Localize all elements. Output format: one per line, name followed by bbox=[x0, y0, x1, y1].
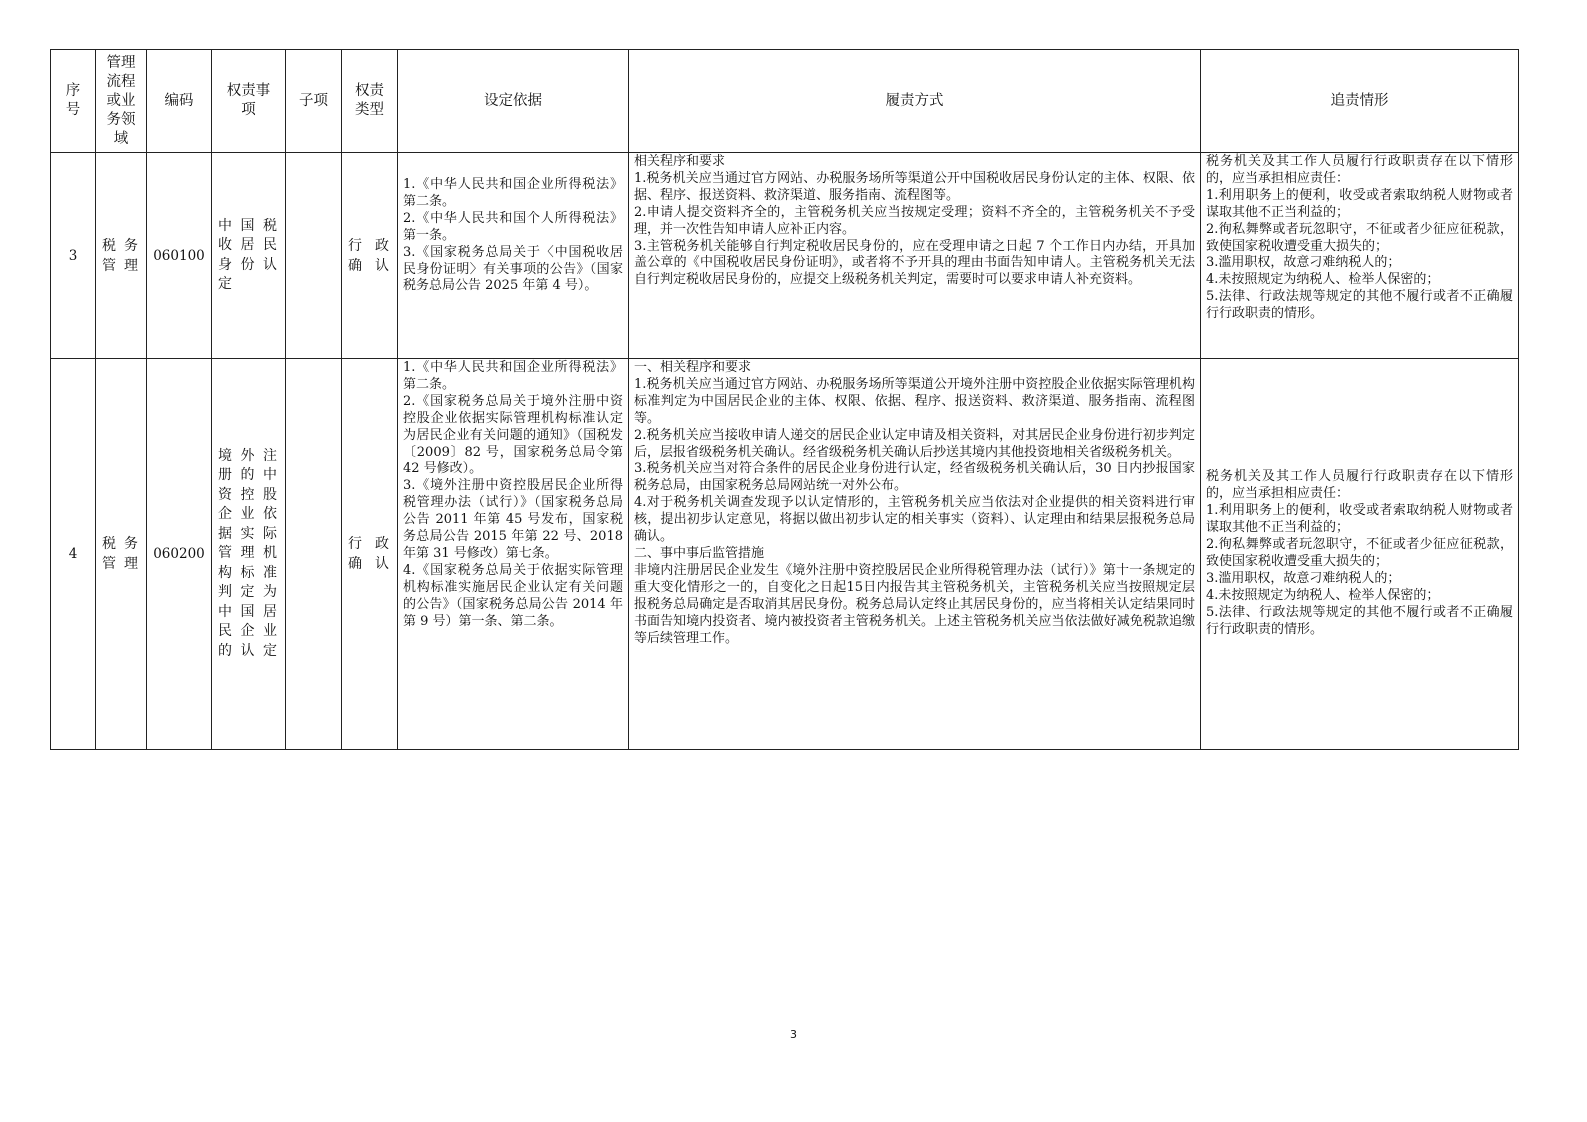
row-duty bbox=[629, 359, 1201, 750]
basis-line: 3.《境外注册中资控股居民企业所得税管理办法（试行）》（国家税务总局公告 2011 年第 45 号发布，国家税务总局公告 2015 年第 22 号、2018 年第 31 号修改）第七条。 bbox=[403, 478, 623, 561]
liability-line: 4.未按照规定为纳税人、检举人保密的； bbox=[1206, 272, 1440, 288]
row-type: 行政确认 bbox=[342, 153, 398, 359]
liability-line: 5.法律、行政法规等规定的其他不履行或者不正确履行行政职责的情形。 bbox=[1206, 289, 1513, 322]
duty-line: 一、相关程序和要求 bbox=[634, 360, 752, 375]
liability-line: 税务机关及其工作人员履行行政职责存在以下情形的，应当承担相应责任： bbox=[1206, 469, 1513, 502]
basis-line: 3.《国家税务总局关于〈中国税收居民身份证明〉有关事项的公告》（国家税务总局公告 2025 年第 4 号）。 bbox=[403, 244, 623, 294]
row-basis bbox=[398, 153, 629, 359]
row-liability bbox=[1201, 153, 1519, 359]
duty-line: 3.主管税务机关能够自行判定税收居民身份的，应在受理申请之日起 7 个工作日内办结，开具加盖公章的《中国税收居民身份证明》，或者将不予开具的理由书面告知申请人。主管税务机关无法自行判定税收居民身份的，应提交上级税务机关判定，需要时可以要求申请人补充资料。 bbox=[634, 238, 1195, 288]
liability-line: 3.滥用职权，故意刁难纳税人的； bbox=[1206, 255, 1401, 271]
basis-line: 1.《中华人民共和国企业所得税法》第二条。 bbox=[403, 360, 623, 392]
table-header-row bbox=[51, 50, 1519, 153]
duty-line: 非境内注册居民企业发生《境外注册中资控股居民企业所得税管理办法（试行）》第十一条规定的重大变化情形之一的，自变化之日起15日内报告其主管税务机关，主管税务机关应当按照规定层报税务总局确定是否取消其居民身份。税务总局认定终止其居民身份的，应当将相关认定结果同时书面告知境内投资者、境内被投资者主管税务机关。上述主管税务机关应当依法做好减免税款追缴等后续管理工作。 bbox=[634, 562, 1195, 646]
row-code: 060100 bbox=[147, 153, 212, 359]
basis-line: 2.《中华人民共和国个人所得税法》第一条。 bbox=[403, 210, 623, 243]
row-index: 4 bbox=[51, 359, 96, 750]
basis-line: 1.《中华人民共和国企业所得税法》第二条。 bbox=[403, 177, 623, 209]
header-index: 序号 bbox=[51, 50, 96, 153]
row-domain: 税务管理 bbox=[96, 359, 147, 750]
row-subitem bbox=[286, 359, 342, 750]
liability-line: 1.利用职务上的便利，收受或者索取纳税人财物或者谋取其他不正当利益的； bbox=[1206, 187, 1513, 220]
row-item: 境外注册的中资控股企业依据实际管理机构标准判定为中国居民企业的认定 bbox=[212, 359, 286, 750]
page-number: 3 bbox=[790, 1028, 797, 1041]
table-row bbox=[51, 153, 1519, 359]
duty-line: 二、事中事后监管措施 bbox=[634, 545, 765, 561]
liability-line: 1.利用职务上的便利，收受或者索取纳税人财物或者谋取其他不正当利益的； bbox=[1206, 503, 1513, 536]
row-subitem bbox=[286, 153, 342, 359]
liability-line: 2.徇私舞弊或者玩忽职守，不征或者少征应征税款，致使国家税收遭受重大损失的； bbox=[1206, 221, 1513, 254]
row-type: 行政确认 bbox=[342, 359, 398, 750]
duty-line: 1.税务机关应当通过官方网站、办税服务场所等渠道公开境外注册中资控股企业依据实际管理机构标准判定为中国居民企业的主体、权限、依据、程序、报送资料、救济渠道、服务指南、流程图等。 bbox=[634, 376, 1195, 426]
duty-line: 相关程序和要求 bbox=[634, 154, 726, 169]
header-duty: 履责方式 bbox=[629, 50, 1201, 153]
header-liability: 追责情形 bbox=[1201, 50, 1519, 153]
header-item: 权责事项 bbox=[212, 50, 286, 153]
duty-line: 1.税务机关应当通过官方网站、办税服务场所等渠道公开中国税收居民身份认定的主体、权限、依据、程序、报送资料、救济渠道、服务指南、流程图等。 bbox=[634, 170, 1195, 203]
header-code: 编码 bbox=[147, 50, 212, 153]
liability-line: 5.法律、行政法规等规定的其他不履行或者不正确履行行政职责的情形。 bbox=[1206, 604, 1513, 637]
row-item: 中国税收居民身份认定 bbox=[212, 153, 286, 359]
duty-line: 3.税务机关应当对符合条件的居民企业身份进行认定，经省级税务机关确认后，30 日内抄报国家税务总局，由国家税务总局网站统一对外公布。 bbox=[634, 461, 1195, 494]
header-domain: 管理流程或业务领域 bbox=[96, 50, 147, 153]
liability-line: 3.滥用职权，故意刁难纳税人的； bbox=[1206, 570, 1401, 586]
basis-line: 2.《国家税务总局关于境外注册中资控股企业依据实际管理机构标准认定为居民企业有关问题的通知》（国税发〔2009〕82 号，国家税务总局令第 42 号修改）。 bbox=[403, 393, 623, 477]
header-subitem: 子项 bbox=[286, 50, 342, 153]
row-duty bbox=[629, 153, 1201, 359]
duty-line: 2.税务机关应当接收申请人递交的居民企业认定申请及相关资料，对其居民企业身份进行初步判定后，层报省级税务机关确认。经省级税务机关确认后抄送其境内其他投资地相关省级税务机关。 bbox=[634, 427, 1195, 460]
row-liability bbox=[1201, 359, 1519, 750]
duty-line: 4.对于税务机关调查发现予以认定情形的，主管税务机关应当依法对企业提供的相关资料进行审核，提出初步认定意见，将据以做出初步认定的相关事实（资料）、认定理由和结果层报税务总局确认。 bbox=[634, 495, 1195, 545]
basis-line: 4.《国家税务总局关于依据实际管理机构标准实施居民企业认定有关问题的公告》（国家税务总局公告 2014 年第 9 号）第一条、第二条。 bbox=[403, 562, 623, 629]
table-row bbox=[51, 359, 1519, 750]
row-basis bbox=[398, 359, 629, 750]
header-basis: 设定依据 bbox=[398, 50, 629, 153]
duty-line: 2.申请人提交资料齐全的，主管税务机关应当按规定受理；资料不齐全的，主管税务机关不予受理，并一次性告知申请人应补正内容。 bbox=[634, 204, 1195, 237]
row-domain: 税务管理 bbox=[96, 153, 147, 359]
header-type: 权责类型 bbox=[342, 50, 398, 153]
liability-line: 税务机关及其工作人员履行行政职责存在以下情形的，应当承担相应责任： bbox=[1206, 154, 1513, 186]
row-code: 060200 bbox=[147, 359, 212, 750]
row-index: 3 bbox=[51, 153, 96, 359]
responsibility-table bbox=[50, 49, 1519, 750]
liability-line: 4.未按照规定为纳税人、检举人保密的； bbox=[1206, 587, 1440, 603]
liability-line: 2.徇私舞弊或者玩忽职守，不征或者少征应征税款，致使国家税收遭受重大损失的； bbox=[1206, 537, 1513, 569]
